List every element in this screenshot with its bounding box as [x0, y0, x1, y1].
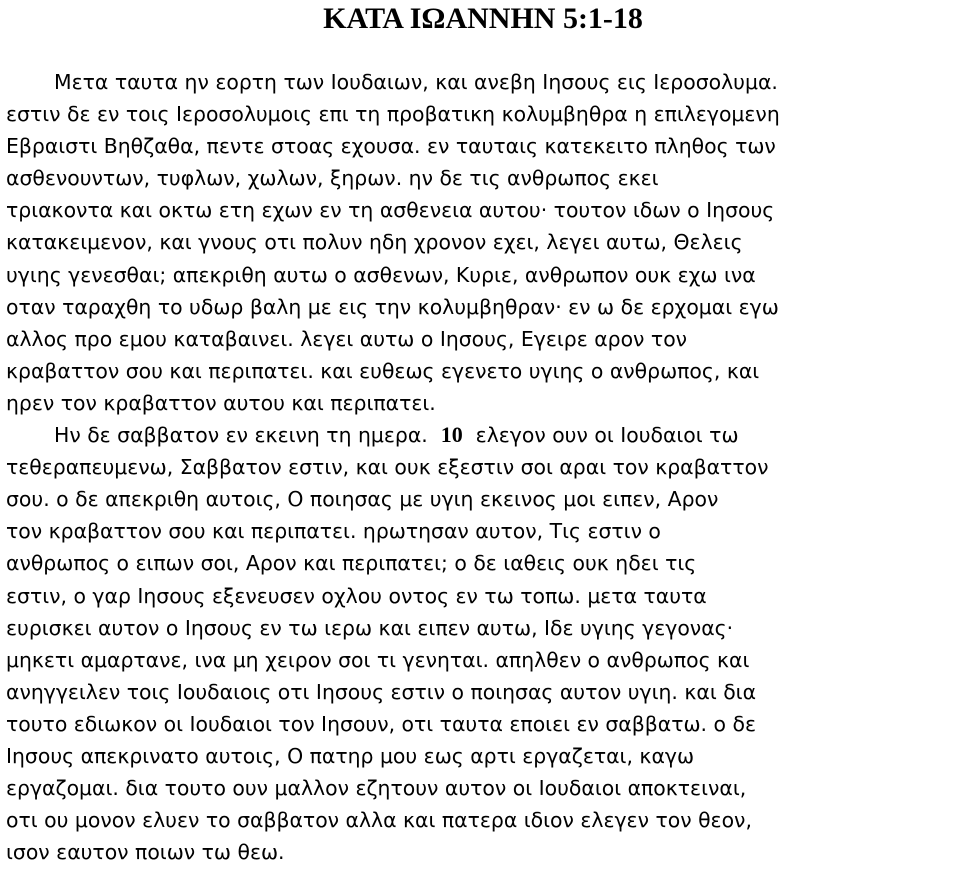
text-line: ανηγγειλεν τοις Ιουδαιοις οτι Ιησους εστιν ο ποιησας αυτον υγιη. και δια — [6, 679, 757, 704]
text-line: εστιν, ο γαρ Ιησους εξενευσεν οχλου οντος εν τω τοπω. μετα ταυτα — [6, 583, 707, 608]
text-line: αλλος προ εμου καταβαινει. λεγει αυτω ο Ιησους, Εγειρε αρον τον — [6, 326, 688, 351]
text-line: εστιν δε εν τοις Ιεροσολυμοις επι τη προβατικη κολυμβηθρα η επιλεγομενη — [6, 102, 780, 127]
text-line: κατακειμενον, και γνους οτι πολυν ηδη χρονον εχει, λεγει αυτω, Θελεις — [6, 230, 743, 255]
text-line: ισον εαυτον ποιων τω θεω. — [6, 840, 285, 865]
paragraph-1 — [6, 66, 960, 419]
text-line: οταν ταραχθη το υδωρ βαλη με εις την κολυμβηθραν· εν ω δε ερχομαι εγω — [6, 294, 779, 319]
text-line: μηκετι αμαρτανε, ινα μη χειρον σοι τι γενηται. απηλθεν ο ανθρωπος και — [6, 647, 750, 672]
text-line: Εβραιστι Βηθζαθα, πεντε στοας εχουσα. εν ταυταις κατεκειτο πληθος των — [6, 134, 776, 159]
document-title: ΚΑΤΑ ΙΩΑΝΝΗΝ 5:1-18 — [323, 2, 643, 35]
verse-number: 10 — [440, 422, 463, 448]
text-line: κραβαττον σου και περιπατει. και ευθεως εγενετο υγιης ο ανθρωπος, και — [6, 358, 760, 383]
text-line: τον κραβαττον σου και περιπατει. ηρωτησαν αυτον, Τις εστιν ο — [6, 519, 661, 544]
text-line: οτι ου μονον ελυεν το σαββατον αλλα και πατερα ιδιον ελεγεν τον θεον, — [6, 808, 752, 833]
passage-text — [6, 66, 960, 868]
text-segment: Ην δε σαββατον εν εκεινη τη ημερα. — [54, 423, 441, 448]
text-line: σου. ο δε απεκριθη αυτοις, Ο ποιησας με υγιη εκεινος μοι ειπεν, Αρον — [6, 487, 719, 512]
text-line: τουτο εδιωκον οι Ιουδαιοι τον Ιησουν, οτι ταυτα εποιει εν σαββατω. ο δε — [6, 711, 756, 736]
text-line: ασθενουντων, τυφλων, χωλων, ξηρων. ην δε τις ανθρωπος εκει — [6, 166, 659, 191]
text-line: εργαζομαι. δια τουτο ουν μαλλον εζητουν αυτον οι Ιουδαιοι αποκτειναι, — [6, 776, 747, 801]
text-line-with-verse — [6, 419, 960, 451]
text-line: ηρεν τον κραβαττον αυτου και περιπατει. — [6, 390, 436, 415]
text-line: ανθρωπος ο ειπων σοι, Αρον και περιπατει; ο δε ιαθεις ουκ ηδει τις — [6, 551, 697, 576]
text-line: ευρισκει αυτον ο Ιησους εν τω ιερω και ειπεν αυτω, Ιδε υγιης γεγονας· — [6, 615, 734, 640]
text-segment: ελεγον ουν οι Ιουδαιοι τω — [462, 423, 739, 448]
text-line: Μετα ταυτα ην εορτη των Ιουδαιων, και ανεβη Ιησους εις Ιεροσολυμα. — [54, 70, 778, 94]
text-line: Ιησους απεκρινατο αυτοις, Ο πατηρ μου εως αρτι εργαζεται, καγω — [6, 743, 695, 768]
paragraph-2 — [6, 419, 960, 868]
text-line: τεθεραπευμενω, Σαββατον εστιν, και ουκ εξεστιν σοι αραι τον κραβαττον — [6, 455, 769, 480]
text-line: υγιης γενεσθαι; απεκριθη αυτω ο ασθενων, Κυριε, ανθρωπον ουκ εχω ινα — [6, 262, 756, 287]
text-line: τριακοντα και οκτω ετη εχων εν τη ασθενεια αυτου· τουτον ιδων ο Ιησους — [6, 198, 775, 223]
